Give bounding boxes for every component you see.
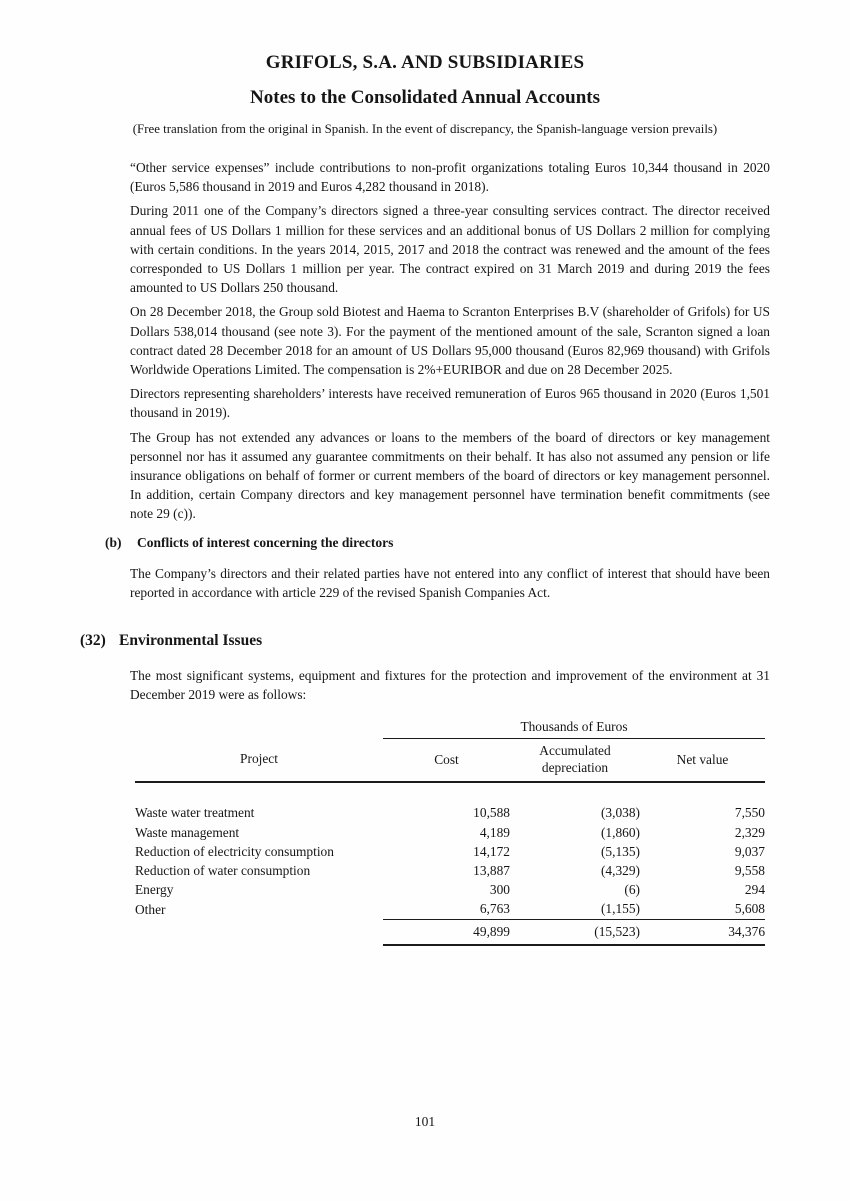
cell-cost: 4,189 <box>479 824 510 840</box>
cell-net-value: 9,037 <box>734 843 766 859</box>
body-text <box>130 158 770 524</box>
table-row-reduction-water <box>135 861 765 880</box>
column-header-cost: Cost <box>383 739 510 783</box>
section-32-body <box>130 666 770 704</box>
paragraph-conflicts-of-interest: The Company’s directors and their related parties have not entered into any conflict of interest that should have been reported in accordance with article 229 of the revised Spanish Companies Act. <box>130 565 770 600</box>
cell-total-net-value: 34,376 <box>640 919 765 945</box>
cell-depreciation: (6) <box>624 882 640 898</box>
cell-project: Waste water treatment <box>135 805 255 821</box>
cell-total-depreciation: (15,523) <box>510 919 640 945</box>
cell-project: Energy <box>135 882 174 898</box>
cell-cost: 13,887 <box>473 863 510 879</box>
page-number: 101 <box>414 1114 436 1129</box>
column-header-net-value: Net value <box>640 739 765 783</box>
section-b-body <box>130 564 770 602</box>
cell-depreciation: (4,329) <box>600 863 640 879</box>
cell-total-spacer <box>135 919 383 945</box>
column-header-project: Project <box>135 739 383 783</box>
cell-net-value: 9,558 <box>734 863 766 879</box>
paragraph-environmental-intro: The most significant systems, equipment and fixtures for the protection and improvement of the environment at 31 December 2019 were as follows: <box>130 668 770 703</box>
cell-depreciation: (3,038) <box>600 805 640 821</box>
cell-depreciation: (1,155) <box>510 899 640 919</box>
cell-project: Reduction of water consumption <box>135 863 311 879</box>
table-row-other <box>135 899 765 919</box>
column-header-accumulated-depreciation: Accumulated depreciation <box>510 739 640 783</box>
table-row-waste-water-treatment <box>135 803 765 822</box>
table-row-reduction-electricity <box>135 842 765 861</box>
cell-project: Reduction of electricity consumption <box>135 843 334 859</box>
document-title: GRIFOLS, S.A. AND SUBSIDIARIES <box>265 52 585 73</box>
cell-total-cost: 49,899 <box>383 919 510 945</box>
paragraph-consulting-contract: During 2011 one of the Company’s directors signed a three-year consulting services contract. The director received annual fees of US Dollars 1 million for these services and an additional bonus of US Dollars 2 million for complying with certain conditions. In the years 2014, 2015, 2017 and 2018 the contract was renewed and the amount of the fees corresponded to US Dollars 1 million per year. The contract expired on 31 March 2019 and during 2019 the fees amounted to US Dollars 250 thousand. <box>130 203 770 296</box>
cell-depreciation: (5,135) <box>600 843 640 859</box>
table-group-header-row <box>135 717 765 739</box>
table-row-waste-management <box>135 823 765 842</box>
section-title-environmental: Environmental Issues <box>119 632 263 650</box>
cell-depreciation: (1,860) <box>600 824 640 840</box>
cell-net-value: 2,329 <box>734 824 766 840</box>
cell-cost: 10,588 <box>473 805 510 821</box>
table-group-header: Thousands of Euros <box>383 717 765 739</box>
translation-disclaimer: (Free translation from the original in Spanish. In the event of discrepancy, the Spanish-language version prevails) <box>132 122 718 136</box>
table-row-total <box>135 919 765 945</box>
group-header-spacer <box>135 717 383 739</box>
section-marker-b: (b) <box>105 534 122 550</box>
paragraph-advances-loans: The Group has not extended any advances or loans to the members of the board of directors or key management personnel nor has it assumed any guarantee commitments on their behalf. It has also not assumed any pension or life insurance obligations on behalf of former or current members of the board of directors or key management personnel. In addition, certain Company directors and key management personnel have termination benefit commitments (see note 29 (c)). <box>130 429 770 522</box>
cell-net-value: 7,550 <box>734 805 766 821</box>
cell-cost: 6,763 <box>383 899 510 919</box>
cell-project: Other <box>135 901 166 917</box>
cell-cost: 14,172 <box>473 843 510 859</box>
section-title-conflicts: Conflicts of interest concerning the directors <box>137 534 394 550</box>
cell-net-value: 5,608 <box>640 899 765 919</box>
paragraph-directors-remuneration: Directors representing shareholders’ interests have received remuneration of Euros 965 thousand in 2020 (Euros 1,501 thousand in 2019). <box>130 386 770 421</box>
paragraph-other-service-expenses: “Other service expenses” include contributions to non-profit organizations totaling Euros 10,344 thousand in 2020 (Euros 5,586 thousand in 2019 and Euros 4,282 thousand in 2018). <box>130 160 770 195</box>
document-subtitle: Notes to the Consolidated Annual Accounts <box>250 87 600 108</box>
section-heading-conflicts <box>105 535 770 550</box>
environmental-projects-table <box>135 717 765 945</box>
section-marker-32: (32) <box>80 632 106 650</box>
table-spacer-row <box>135 782 765 803</box>
table-column-header-row <box>135 739 765 783</box>
paragraph-biotest-haema-sale: On 28 December 2018, the Group sold Biotest and Haema to Scranton Enterprises B.V (shareholder of Grifols) for US Dollars 538,014 thousand (see note 3). For the payment of the mentioned amount of the sale, Scranton signed a loan contract dated 28 December 2018 for an amount of US Dollars 95,000 thousand (Euros 82,969 thousand) with Grifols Worldwide Operations Limited. The compensation is 2%+EURIBOR and due on 28 December 2025. <box>130 304 770 378</box>
section-heading-environmental <box>80 632 770 649</box>
cell-net-value: 294 <box>744 882 766 898</box>
cell-project: Waste management <box>135 824 240 840</box>
table-row-energy <box>135 880 765 899</box>
cell-cost: 300 <box>489 882 510 898</box>
